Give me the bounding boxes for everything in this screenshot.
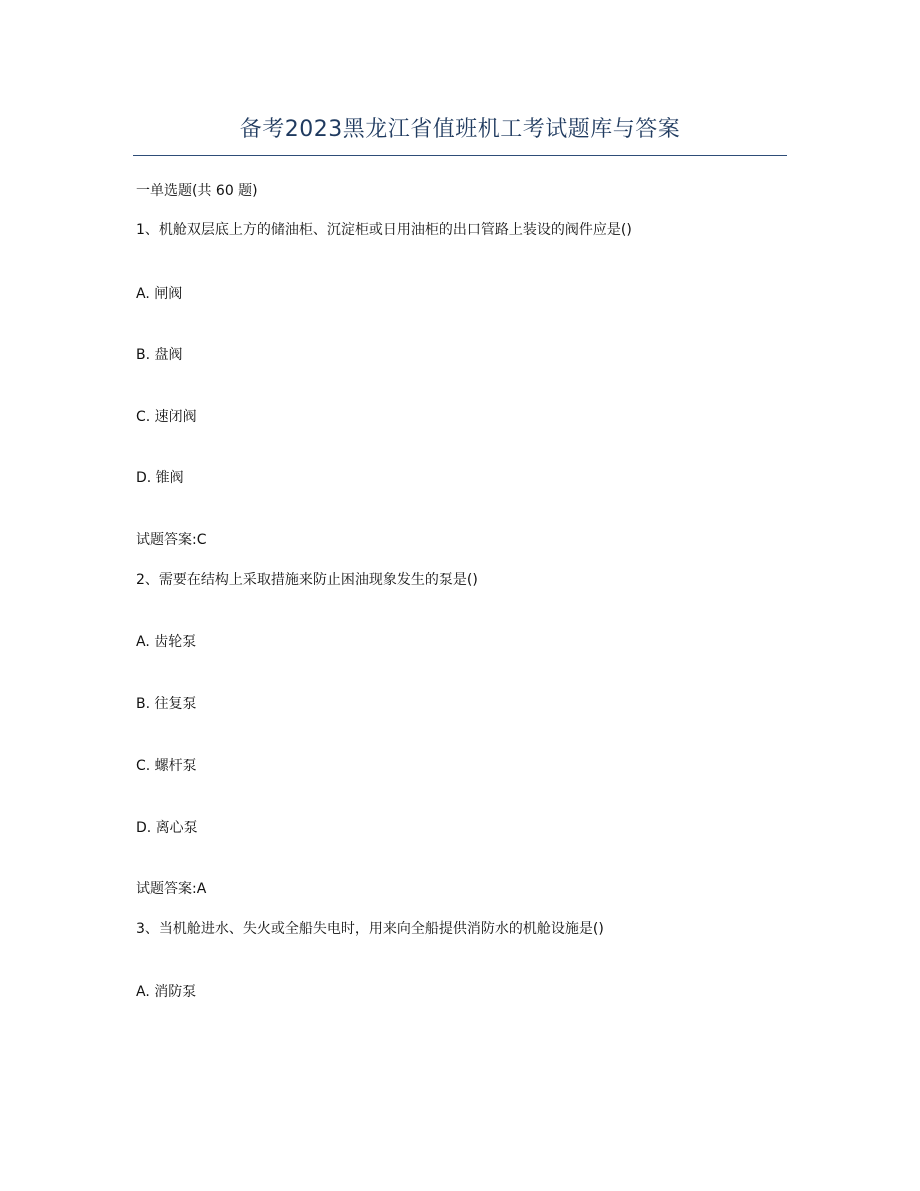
question-3-stem: 3、当机舱进水、失火或全船失电时，用来向全船提供消防水的机舱设施是() — [136, 921, 604, 937]
question-1-answer: 试题答案:C — [136, 532, 207, 548]
question-2-option-d: D. 离心泵 — [136, 820, 198, 836]
question-2-option-c: C. 螺杆泵 — [136, 758, 197, 774]
section-heading: 一单选题(共 60 题) — [136, 183, 258, 199]
question-1-option-b: B. 盘阀 — [136, 347, 183, 363]
question-1-option-d: D. 锥阀 — [136, 470, 184, 486]
question-2-stem: 2、需要在结构上采取措施来防止困油现象发生的泵是() — [136, 572, 478, 588]
title-divider — [133, 155, 787, 156]
question-2-answer: 试题答案:A — [136, 881, 207, 897]
question-3-option-a: A. 消防泵 — [136, 984, 197, 1000]
question-2-option-a: A. 齿轮泵 — [136, 634, 197, 650]
question-1-stem: 1、机舱双层底上方的储油柜、沉淀柜或日用油柜的出口管路上装设的阀件应是() — [136, 222, 632, 238]
question-1-option-c: C. 速闭阀 — [136, 409, 197, 425]
question-2-option-b: B. 往复泵 — [136, 696, 197, 712]
question-1-option-a: A. 闸阀 — [136, 286, 183, 302]
page-title: 备考2023黑龙江省值班机工考试题库与答案 — [239, 117, 681, 142]
